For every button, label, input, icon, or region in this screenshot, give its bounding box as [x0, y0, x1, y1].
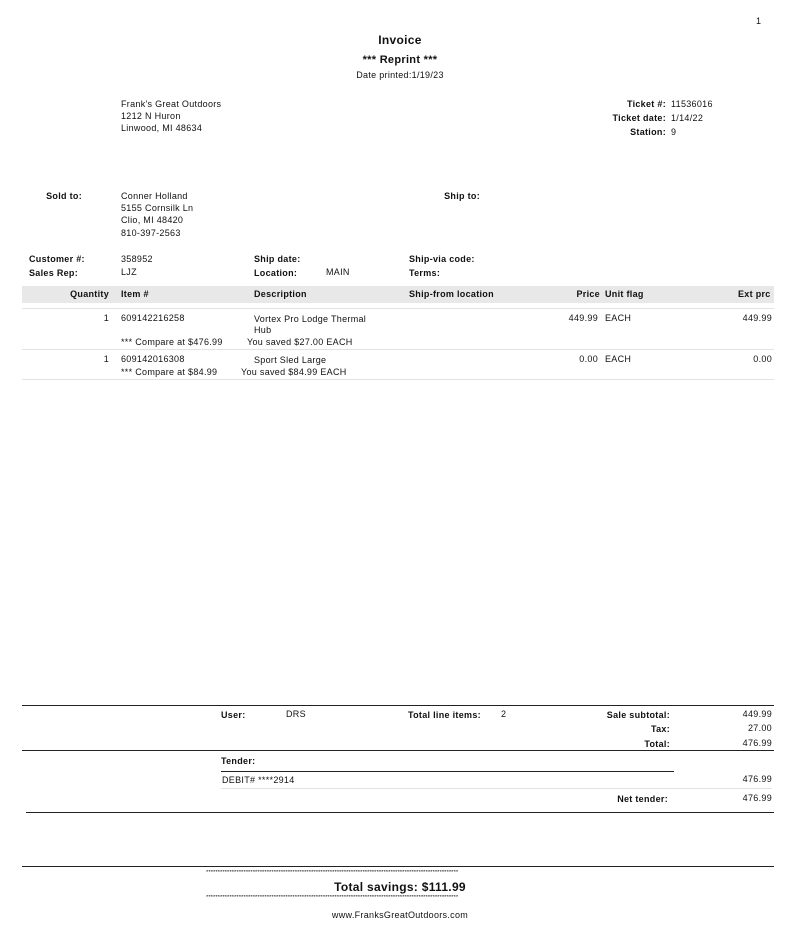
line-unit-flag: EACH: [605, 354, 632, 364]
line-you-saved: You saved $27.00 EACH: [247, 337, 353, 347]
tender-label: Tender:: [221, 756, 256, 766]
line-compare-at: *** Compare at $476.99: [121, 337, 223, 347]
line-unit-flag: EACH: [605, 313, 632, 323]
tender-underline: [221, 771, 674, 772]
location-label: Location:: [254, 268, 298, 278]
line-you-saved: You saved $84.99 EACH: [241, 367, 347, 377]
customer-number-label: Customer #:: [29, 254, 85, 264]
tender-row-divider: [221, 788, 772, 789]
col-price: Price: [576, 289, 600, 299]
col-item-number: Item #: [121, 289, 149, 299]
document-title: Invoice: [378, 33, 422, 47]
tax-value: 27.00: [747, 723, 772, 733]
station-number: 9: [671, 127, 677, 137]
sale-subtotal-value: 449.99: [742, 709, 772, 719]
line-price: 0.00: [579, 354, 598, 364]
location-value: MAIN: [326, 267, 350, 277]
tender-amount: 476.99: [742, 774, 772, 784]
ticket-number: 11536016: [671, 99, 713, 109]
store-address-line1: 1212 N Huron: [121, 111, 181, 121]
total-line-items-label: Total line items:: [408, 710, 481, 720]
ticket-date: 1/14/22: [671, 113, 704, 123]
col-ship-from: Ship-from location: [409, 289, 494, 299]
line-ext-price: 0.00: [753, 354, 772, 364]
ship-date-label: Ship date:: [254, 254, 301, 264]
customer-phone: 810-397-2563: [121, 228, 181, 238]
col-ext-price: Ext prc: [738, 289, 771, 299]
date-printed: Date printed:1/19/23: [356, 70, 444, 80]
terms-label: Terms:: [409, 268, 441, 278]
page-number: 1: [756, 16, 762, 26]
col-unit-flag: Unit flag: [605, 289, 644, 299]
line-divider: [22, 379, 774, 380]
tax-label: Tax:: [650, 724, 670, 734]
user-value: DRS: [286, 709, 306, 719]
ticket-number-label: Ticket #:: [626, 99, 666, 109]
line-description-cont: Hub: [254, 325, 272, 335]
user-label: User:: [221, 710, 246, 720]
ship-to-label: Ship to:: [444, 191, 480, 201]
line-item-number: 609142216258: [121, 313, 185, 323]
sold-to-label: Sold to:: [46, 191, 82, 201]
customer-number: 358952: [121, 254, 153, 264]
line-ext-price: 449.99: [742, 313, 772, 323]
website-url: www.FranksGreatOutdoors.com: [331, 910, 469, 920]
line-quantity: 1: [103, 354, 109, 364]
customer-name: Conner Holland: [121, 191, 188, 201]
customer-address-line2: Clio, MI 48420: [121, 215, 184, 225]
line-price: 449.99: [568, 313, 598, 323]
line-description: Sport Sled Large: [254, 355, 327, 365]
station-label: Station:: [630, 127, 666, 137]
total-savings: Total savings: $111.99: [334, 880, 466, 894]
col-description: Description: [254, 289, 307, 299]
store-address-line2: Linwood, MI 48634: [121, 123, 203, 133]
line-compare-at: *** Compare at $84.99: [121, 367, 218, 377]
col-quantity: Quantity: [70, 289, 109, 299]
line-divider: [22, 349, 774, 350]
tender-method: DEBIT# ****2914: [222, 775, 295, 785]
savings-stars-bottom: ************************************************************************************************************: [206, 895, 459, 901]
total-line-items-value: 2: [501, 709, 507, 719]
totals-divider: [22, 705, 774, 706]
sale-subtotal-label: Sale subtotal:: [606, 710, 670, 720]
sales-rep-label: Sales Rep:: [29, 268, 79, 278]
ship-via-label: Ship-via code:: [409, 254, 475, 264]
line-description: Vortex Pro Lodge Thermal: [254, 314, 367, 324]
total-label: Total:: [644, 739, 670, 749]
total-value: 476.99: [742, 738, 772, 748]
store-name: Frank's Great Outdoors: [121, 99, 222, 109]
tender-bottom-divider: [26, 812, 774, 813]
line-divider: [22, 308, 774, 309]
net-tender-label: Net tender:: [617, 794, 668, 804]
customer-address-line1: 5155 Cornsilk Ln: [121, 203, 194, 213]
ticket-date-label: Ticket date:: [612, 113, 666, 123]
tender-divider: [22, 750, 774, 751]
savings-stars-top: ************************************************************************************************************: [206, 870, 459, 876]
line-item-number: 609142016308: [121, 354, 185, 364]
net-tender-value: 476.99: [742, 793, 772, 803]
sales-rep: LJZ: [121, 267, 137, 277]
reprint-label: *** Reprint ***: [362, 54, 438, 66]
footer-divider: [22, 866, 774, 867]
line-quantity: 1: [103, 313, 109, 323]
